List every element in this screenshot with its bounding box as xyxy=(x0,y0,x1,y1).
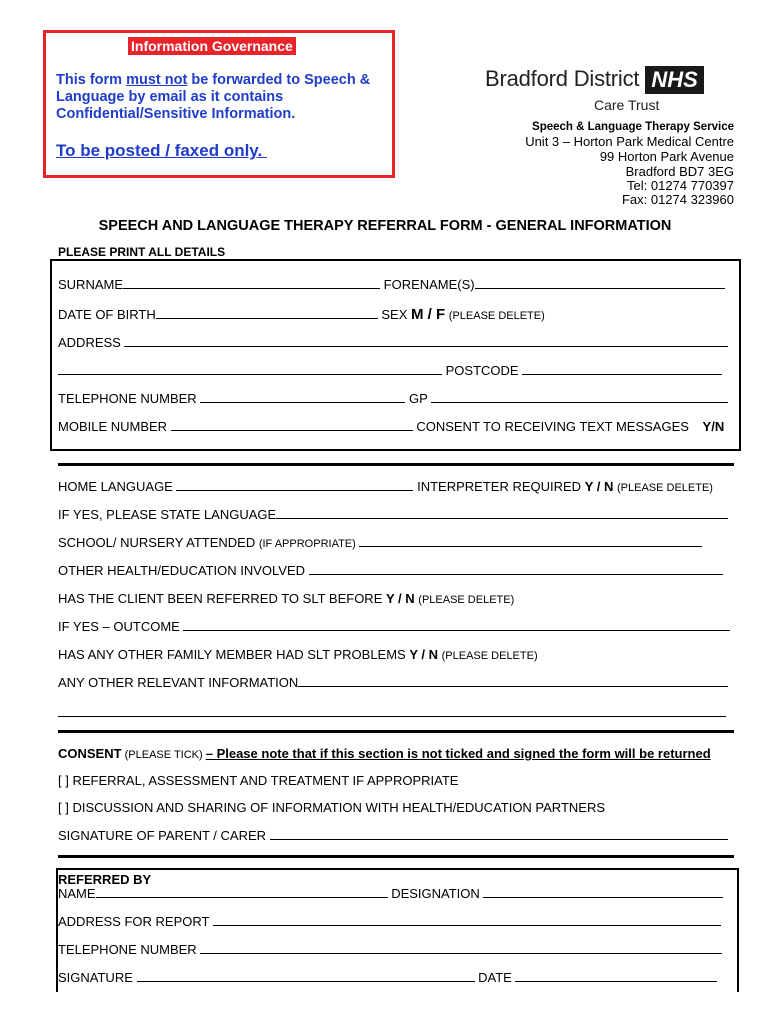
referrer-telephone-row xyxy=(58,942,722,958)
mobile-row xyxy=(58,419,724,435)
other-info-row xyxy=(58,675,728,691)
address-line-2: 99 Horton Park Avenue xyxy=(599,149,734,164)
warning-text-end: be forwarded to Speech & Language by email as it contains Confidential/Sensitive Information. xyxy=(56,72,371,122)
telephone-label: TELEPHONE NUMBER xyxy=(58,391,197,406)
warning-text-start: This form xyxy=(56,72,127,88)
family-label: HAS ANY OTHER FAMILY MEMBER HAD SLT PROBLEMS xyxy=(58,647,410,662)
school-field[interactable] xyxy=(359,545,702,547)
referrer-telephone-label: TELEPHONE NUMBER xyxy=(58,942,197,957)
school-row xyxy=(58,535,702,552)
gp-label: GP xyxy=(408,391,428,406)
divider xyxy=(58,855,734,858)
fax: Fax: 01274 323960 xyxy=(621,192,734,207)
school-label: SCHOOL/ NURSERY ATTENDED xyxy=(58,535,259,550)
referred-before-please-delete: (PLEASE DELETE) xyxy=(418,594,515,606)
school-if-appropriate: (IF APPROPRIATE) xyxy=(258,538,356,550)
dob-field[interactable] xyxy=(156,317,378,319)
warning-emphasis: must not xyxy=(126,72,188,88)
outcome-label: IF YES – OUTCOME xyxy=(58,619,180,634)
dob-row xyxy=(58,307,545,324)
interpreter-please-delete: (PLEASE DELETE) xyxy=(616,482,713,494)
other-info-field[interactable] xyxy=(298,685,728,687)
trust-logo xyxy=(485,66,704,94)
divider xyxy=(58,463,734,466)
address-line-3: Bradford BD7 3EG xyxy=(625,164,734,179)
gp-field[interactable] xyxy=(431,401,728,403)
email-warning xyxy=(56,72,386,123)
report-address-field[interactable] xyxy=(213,924,721,926)
address-field-2[interactable] xyxy=(58,373,442,375)
referrer-signature-label: SIGNATURE xyxy=(58,970,133,985)
information-governance-title: Information Governance xyxy=(128,37,296,55)
text-consent-label: CONSENT TO RECEIVING TEXT MESSAGES xyxy=(416,419,689,434)
referrer-name-label: NAME xyxy=(58,886,96,901)
referrer-telephone-field[interactable] xyxy=(200,952,722,954)
surname-field[interactable] xyxy=(123,287,380,289)
consent-dash: – xyxy=(205,746,217,761)
other-info-label: ANY OTHER RELEVANT INFORMATION xyxy=(58,675,299,690)
surname-label: SURNAME xyxy=(58,277,124,292)
consent-item-2 xyxy=(58,800,605,816)
address-line-1: Unit 3 – Horton Park Medical Centre xyxy=(525,134,734,149)
consent-item-1-label: REFERRAL, ASSESSMENT AND TREATMENT IF APPROPRIATE xyxy=(72,773,459,788)
parent-signature-label: SIGNATURE OF PARENT / CARER xyxy=(58,828,267,843)
outcome-row xyxy=(58,619,730,635)
consent-checkbox-2[interactable]: [ ] xyxy=(58,800,69,815)
home-language-row xyxy=(58,479,713,496)
consent-item-2-label: DISCUSSION AND SHARING OF INFORMATION WITH HEALTH/EDUCATION PARTNERS xyxy=(72,800,606,815)
consent-heading xyxy=(58,746,711,763)
logo-subtitle: Care Trust xyxy=(594,97,660,113)
service-name: Speech & Language Therapy Service xyxy=(532,121,734,133)
interpreter-label: INTERPRETER REQUIRED xyxy=(417,479,585,494)
nhs-logo: NHS xyxy=(645,66,703,94)
text-consent-yn[interactable]: Y/N xyxy=(702,419,725,434)
logo-name: Bradford District xyxy=(485,66,640,91)
referred-before-yn[interactable]: Y / N xyxy=(385,591,415,606)
other-info-field-2[interactable] xyxy=(58,716,726,717)
referred-before-label: HAS THE CLIENT BEEN REFERRED TO SLT BEFORE xyxy=(58,591,386,606)
family-yn[interactable]: Y / N xyxy=(409,647,439,662)
state-language-row xyxy=(58,507,728,523)
state-language-field[interactable] xyxy=(276,517,728,519)
postcode-row xyxy=(58,363,722,379)
consent-label: CONSENT xyxy=(58,746,122,761)
referrer-name-field[interactable] xyxy=(96,896,388,898)
outcome-field[interactable] xyxy=(183,629,730,631)
forenames-field[interactable] xyxy=(475,287,725,289)
interpreter-yn[interactable]: Y / N xyxy=(584,479,614,494)
referrer-name-row xyxy=(58,886,723,902)
consent-please-tick: (PLEASE TICK) xyxy=(121,749,206,761)
address-label: ADDRESS xyxy=(58,335,121,350)
parent-signature-row xyxy=(58,828,728,844)
home-language-label: HOME LANGUAGE xyxy=(58,479,173,494)
surname-row xyxy=(58,277,725,293)
dob-label: DATE OF BIRTH xyxy=(58,307,156,322)
telephone-field[interactable] xyxy=(200,401,405,403)
date-label: DATE xyxy=(478,970,512,985)
print-instructions: PLEASE PRINT ALL DETAILS xyxy=(58,245,226,259)
date-field[interactable] xyxy=(515,980,717,982)
referred-before-row xyxy=(58,591,514,608)
sex-please-delete: (PLEASE DELETE) xyxy=(448,310,545,322)
state-language-label: IF YES, PLEASE STATE LANGUAGE xyxy=(58,507,277,522)
other-health-label: OTHER HEALTH/EDUCATION INVOLVED xyxy=(58,563,306,578)
designation-label: DESIGNATION xyxy=(391,886,480,901)
consent-note: Please note that if this section is not ticked and signed the form will be returned xyxy=(216,746,711,761)
address-row xyxy=(58,335,728,351)
forenames-label: FORENAME(S) xyxy=(383,277,475,292)
home-language-field[interactable] xyxy=(176,489,413,491)
address-field-1[interactable] xyxy=(124,345,728,347)
form-title: SPEECH AND LANGUAGE THERAPY REFERRAL FORM - GENERAL INFORMATION xyxy=(98,218,672,234)
telephone-row xyxy=(58,391,728,407)
referrer-signature-field[interactable] xyxy=(137,980,475,982)
sex-label: SEX xyxy=(381,307,411,322)
parent-signature-field[interactable] xyxy=(270,838,728,840)
report-address-label: ADDRESS FOR REPORT xyxy=(58,914,210,929)
designation-field[interactable] xyxy=(483,896,723,898)
postcode-field[interactable] xyxy=(522,373,722,375)
referred-by-heading: REFERRED BY xyxy=(58,872,152,887)
postcode-label: POSTCODE xyxy=(445,363,519,378)
post-only-notice: To be posted / faxed only. xyxy=(56,141,267,160)
other-health-field[interactable] xyxy=(309,573,723,575)
consent-checkbox-1[interactable]: [ ] xyxy=(58,773,69,788)
telephone: Tel: 01274 770397 xyxy=(627,178,734,193)
referrer-signature-row xyxy=(58,970,717,986)
family-please-delete: (PLEASE DELETE) xyxy=(441,650,538,662)
other-health-row xyxy=(58,563,723,579)
mobile-label: MOBILE NUMBER xyxy=(58,419,168,434)
sex-options[interactable]: M / F xyxy=(411,306,446,323)
family-row xyxy=(58,647,538,664)
report-address-row xyxy=(58,914,721,930)
divider xyxy=(58,730,734,733)
mobile-field[interactable] xyxy=(171,429,413,431)
consent-item-1 xyxy=(58,773,458,789)
